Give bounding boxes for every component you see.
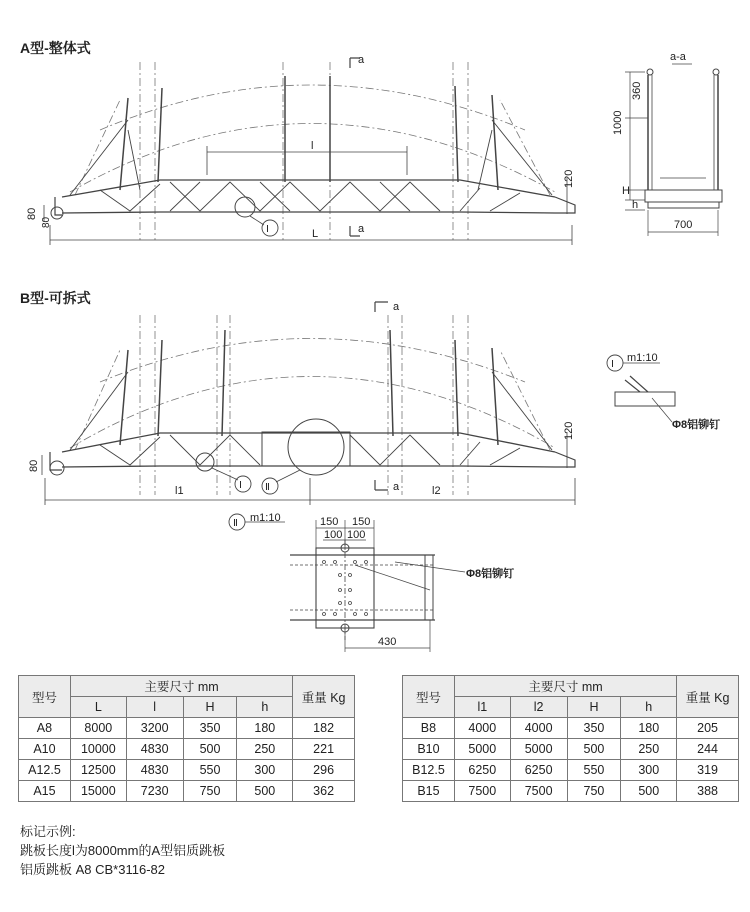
notes-line-2: 铝质跳板 A8 CB*3116-82 xyxy=(20,862,165,877)
table-cell: 300 xyxy=(621,760,677,781)
type-a-dim-l: l xyxy=(311,140,314,152)
table-cell: A8 xyxy=(19,718,71,739)
side-dim-360: 360 xyxy=(631,81,643,100)
table-cell: 350 xyxy=(567,718,621,739)
table-cell: 7500 xyxy=(454,781,510,802)
type-a-dim-80b: 80 xyxy=(41,216,52,228)
type-a-dim-80a: 80 xyxy=(26,207,38,220)
table-a-sub: L xyxy=(70,697,126,718)
table-cell: 7500 xyxy=(510,781,567,802)
type-b-elevation xyxy=(42,302,575,505)
table-cell: 750 xyxy=(183,781,237,802)
side-dim-h: h xyxy=(632,199,639,211)
type-a-section-top: a xyxy=(358,54,365,66)
detail-1-scale: m1:10 xyxy=(627,352,658,364)
table-cell: 500 xyxy=(183,739,237,760)
type-b-mark-II: Ⅱ xyxy=(265,482,270,493)
detail-2-dim-150b: 150 xyxy=(352,516,371,528)
table-b-sub: h xyxy=(621,697,677,718)
table-cell: 250 xyxy=(621,739,677,760)
table-cell: A12.5 xyxy=(19,760,71,781)
table-a-sub: h xyxy=(237,697,293,718)
table-b-col-weight: 重量 Kg xyxy=(677,676,739,718)
table-cell: 300 xyxy=(237,760,293,781)
table-cell: 6250 xyxy=(454,760,510,781)
spec-table-a xyxy=(18,675,355,802)
side-dim-700: 700 xyxy=(674,219,693,231)
table-b-sub: l2 xyxy=(510,697,567,718)
detail-1-mark: Ⅰ xyxy=(611,359,614,370)
table-cell: 4830 xyxy=(126,760,183,781)
type-a-section-bottom: a xyxy=(358,223,365,235)
type-a-title: A型-整体式 xyxy=(20,40,91,56)
table-b-col-main: 主要尺寸 mm xyxy=(454,676,676,697)
table-cell: A10 xyxy=(19,739,71,760)
detail-2-dim-100b: 100 xyxy=(347,529,366,541)
type-b-labels xyxy=(28,301,575,497)
marking-example xyxy=(20,822,225,879)
type-b-mark-I: Ⅰ xyxy=(239,480,242,491)
type-b-section-top: a xyxy=(393,301,400,313)
table-cell: 4830 xyxy=(126,739,183,760)
table-cell: B8 xyxy=(403,718,455,739)
type-b-title: B型-可拆式 xyxy=(20,290,91,306)
table-cell: 7230 xyxy=(126,781,183,802)
type-a-dim-120: 120 xyxy=(563,169,575,188)
spec-table-b xyxy=(402,675,739,802)
table-cell: 182 xyxy=(293,718,355,739)
table-a-col-main: 主要尺寸 mm xyxy=(70,676,292,697)
table-cell: A15 xyxy=(19,781,71,802)
table-a-sub: l xyxy=(126,697,183,718)
table-cell: B15 xyxy=(403,781,455,802)
detail-2-rivet: Φ8铝铆钉 xyxy=(466,568,515,580)
table-b-sub: l1 xyxy=(454,697,510,718)
table-cell: 6250 xyxy=(510,760,567,781)
table-a-sub: H xyxy=(183,697,237,718)
table-cell: 500 xyxy=(237,781,293,802)
notes-line-1: 跳板长度l为8000mm的A型铝质跳板 xyxy=(20,843,226,858)
table-cell: 500 xyxy=(621,781,677,802)
table-cell: 500 xyxy=(567,739,621,760)
table-cell: 205 xyxy=(677,718,739,739)
table-cell: 550 xyxy=(567,760,621,781)
detail-1-rivet: Φ8铝铆钉 xyxy=(672,419,721,431)
table-cell: 4000 xyxy=(454,718,510,739)
type-a-elevation xyxy=(44,58,575,245)
type-b-dim-l1: l1 xyxy=(175,485,184,497)
table-cell: 15000 xyxy=(70,781,126,802)
table-cell: 350 xyxy=(183,718,237,739)
table-row xyxy=(403,781,739,802)
table-row xyxy=(19,718,355,739)
table-cell: 10000 xyxy=(70,739,126,760)
notes-heading: 标记示例: xyxy=(20,824,76,839)
table-b-col-type: 型号 xyxy=(403,676,455,718)
table-cell: 4000 xyxy=(510,718,567,739)
table-cell: 550 xyxy=(183,760,237,781)
table-a-col-type: 型号 xyxy=(19,676,71,718)
side-dim-1000: 1000 xyxy=(612,110,624,135)
table-cell: B12.5 xyxy=(403,760,455,781)
table-cell: 750 xyxy=(567,781,621,802)
table-row xyxy=(19,781,355,802)
type-b-dim-l2: l2 xyxy=(432,485,441,497)
table-cell: B10 xyxy=(403,739,455,760)
table-a-col-weight: 重量 Kg xyxy=(293,676,355,718)
detail-2-scale: m1:10 xyxy=(250,512,281,524)
table-cell: 319 xyxy=(677,760,739,781)
side-view-title: a-a xyxy=(670,51,686,63)
detail-2-dim-150a: 150 xyxy=(320,516,339,528)
table-b-sub: H xyxy=(567,697,621,718)
detail-2-dim-100a: 100 xyxy=(324,529,343,541)
table-cell: 362 xyxy=(293,781,355,802)
type-b-dim-120: 120 xyxy=(563,421,575,440)
table-cell: 296 xyxy=(293,760,355,781)
table-row xyxy=(19,760,355,781)
table-cell: 5000 xyxy=(510,739,567,760)
side-dim-H: H xyxy=(622,185,630,197)
table-cell: 8000 xyxy=(70,718,126,739)
table-cell: 388 xyxy=(677,781,739,802)
detail-2-dim-430: 430 xyxy=(378,636,397,648)
table-cell: 244 xyxy=(677,739,739,760)
type-b-dim-80: 80 xyxy=(28,459,40,472)
type-a-detail-mark: Ⅰ xyxy=(266,224,269,235)
table-cell: 250 xyxy=(237,739,293,760)
table-cell: 3200 xyxy=(126,718,183,739)
table-cell: 12500 xyxy=(70,760,126,781)
table-cell: 221 xyxy=(293,739,355,760)
table-cell: 5000 xyxy=(454,739,510,760)
table-row xyxy=(403,760,739,781)
table-row xyxy=(19,739,355,760)
table-row xyxy=(403,718,739,739)
table-cell: 180 xyxy=(237,718,293,739)
table-cell: 180 xyxy=(621,718,677,739)
detail-2-mark: Ⅱ xyxy=(233,518,238,529)
type-a-dim-L: L xyxy=(312,228,319,240)
detail-1-drawing xyxy=(607,355,675,422)
type-b-section-bottom: a xyxy=(393,481,400,493)
table-row xyxy=(403,739,739,760)
